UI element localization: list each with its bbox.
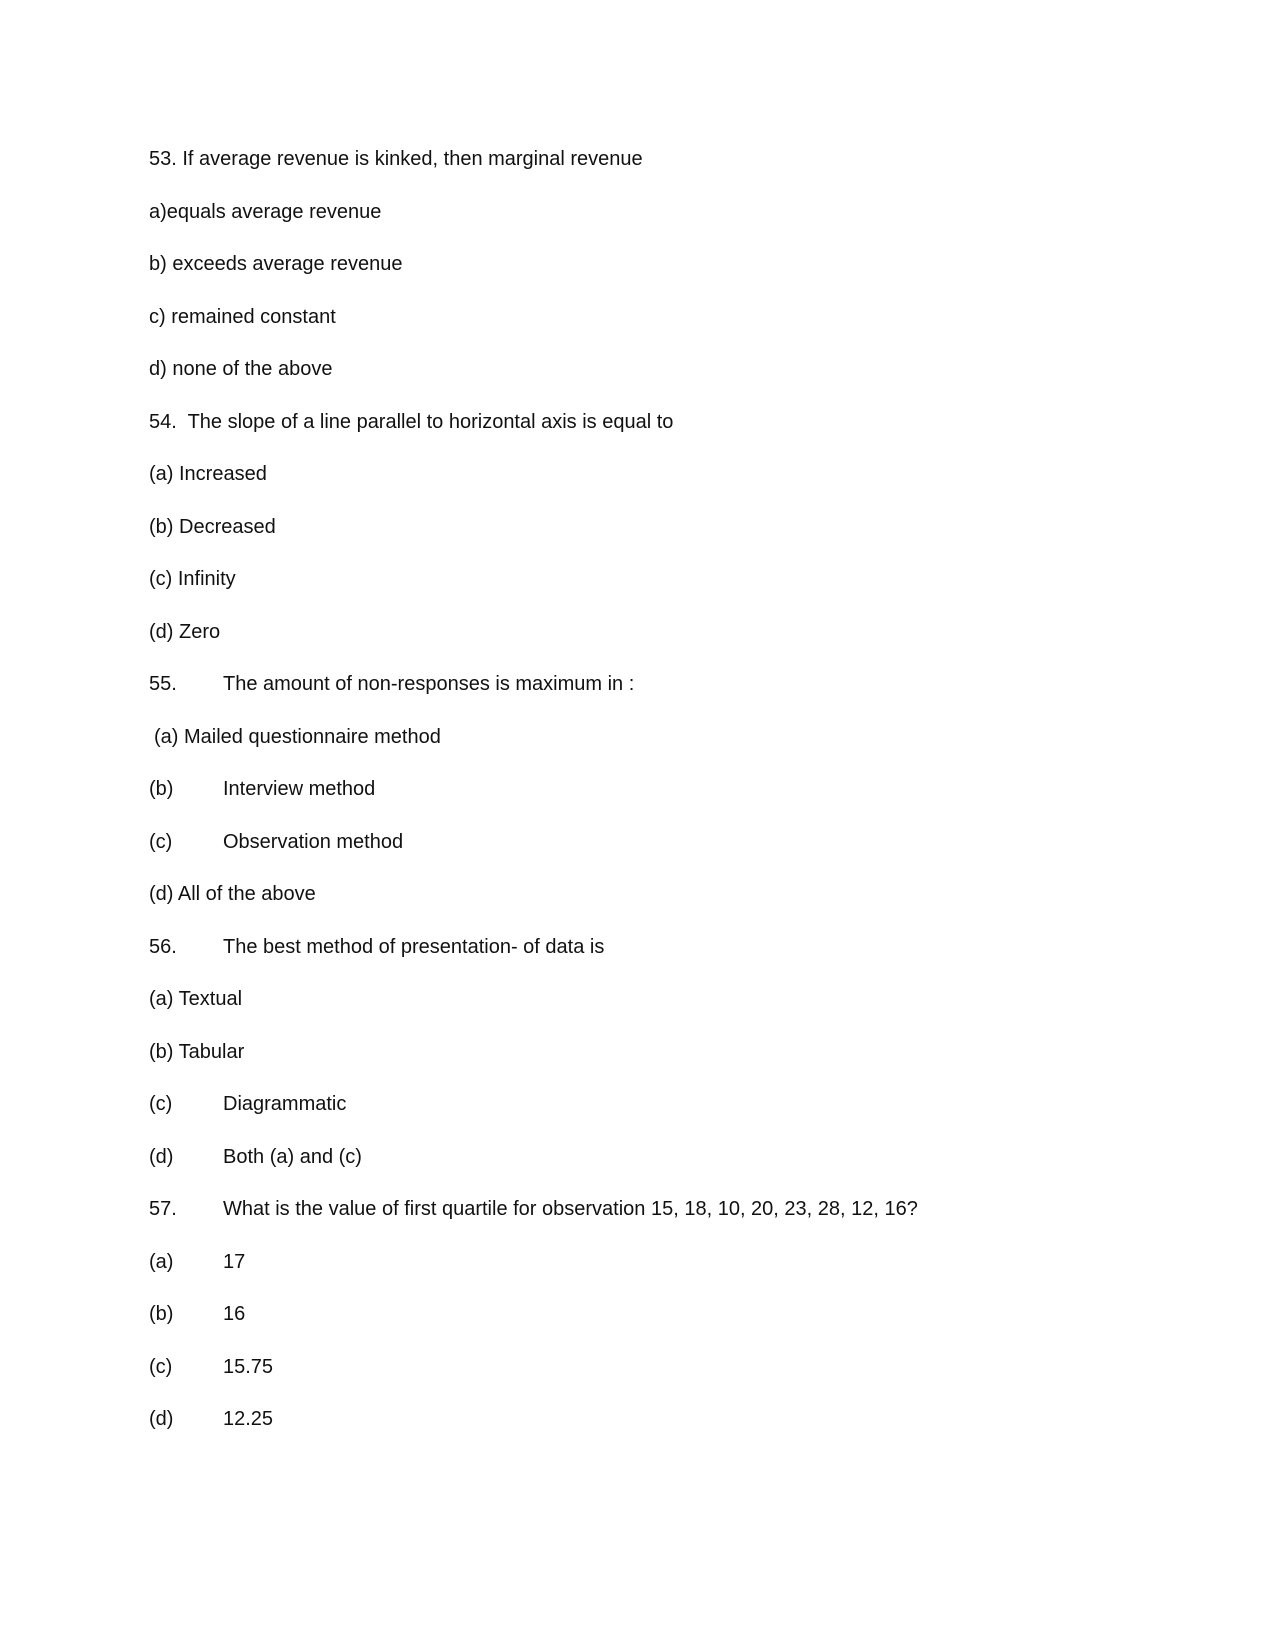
option-54-c: (c) Infinity xyxy=(149,568,236,590)
option-55-b: (b) Interview method xyxy=(149,778,376,800)
option-53-a: a)equals average revenue xyxy=(149,200,382,223)
question-56 xyxy=(149,936,1149,989)
question-57 xyxy=(149,1198,1149,1251)
question-text: What is the value of first quartile for observation 15, 18, 10, 20, 23, 28, 12, 16? xyxy=(223,1198,918,1220)
question-number: 53. xyxy=(149,148,177,170)
question-text: The best method of presentation- of data is xyxy=(223,935,605,958)
option-55-a: (a) Mailed questionnaire method xyxy=(154,725,441,748)
option-57-d: (d) 12.25 xyxy=(149,1408,274,1430)
option-54-b: (b) Decreased xyxy=(149,515,276,538)
question-55 xyxy=(149,673,1149,726)
option-56-b: (b) Tabular xyxy=(149,1040,245,1063)
question-list xyxy=(149,148,1149,1461)
option-56-a: (a) Textual xyxy=(149,988,243,1010)
question-number: 56. xyxy=(149,935,177,958)
question-number: 57. xyxy=(149,1198,177,1220)
option-53-b: b) exceeds average revenue xyxy=(149,253,403,275)
option-53-c: c) remained constant xyxy=(149,305,336,328)
option-54-d: (d) Zero xyxy=(149,620,221,643)
option-55-c: (c) Observation method xyxy=(149,830,404,853)
option-57-a: (a) 17 xyxy=(149,1250,246,1273)
option-57-c: (c) 15.75 xyxy=(149,1355,274,1378)
option-56-d: (d) Both (a) and (c) xyxy=(149,1145,362,1168)
question-text: The slope of a line parallel to horizontal axis is equal to xyxy=(182,410,674,433)
question-number: 55. xyxy=(149,673,177,695)
question-text: If average revenue is kinked, then marginal revenue xyxy=(182,148,643,170)
option-55-d: (d) All of the above xyxy=(149,883,316,905)
option-56-c: (c) Diagrammatic xyxy=(149,1093,347,1115)
question-54 xyxy=(149,411,1149,464)
option-54-a: (a) Increased xyxy=(149,463,267,485)
question-number: 54. xyxy=(149,410,177,433)
question-53 xyxy=(149,148,1149,201)
question-text: The amount of non-responses is maximum in : xyxy=(223,673,635,695)
option-53-d: d) none of the above xyxy=(149,358,333,380)
option-57-b: (b) 16 xyxy=(149,1303,246,1325)
